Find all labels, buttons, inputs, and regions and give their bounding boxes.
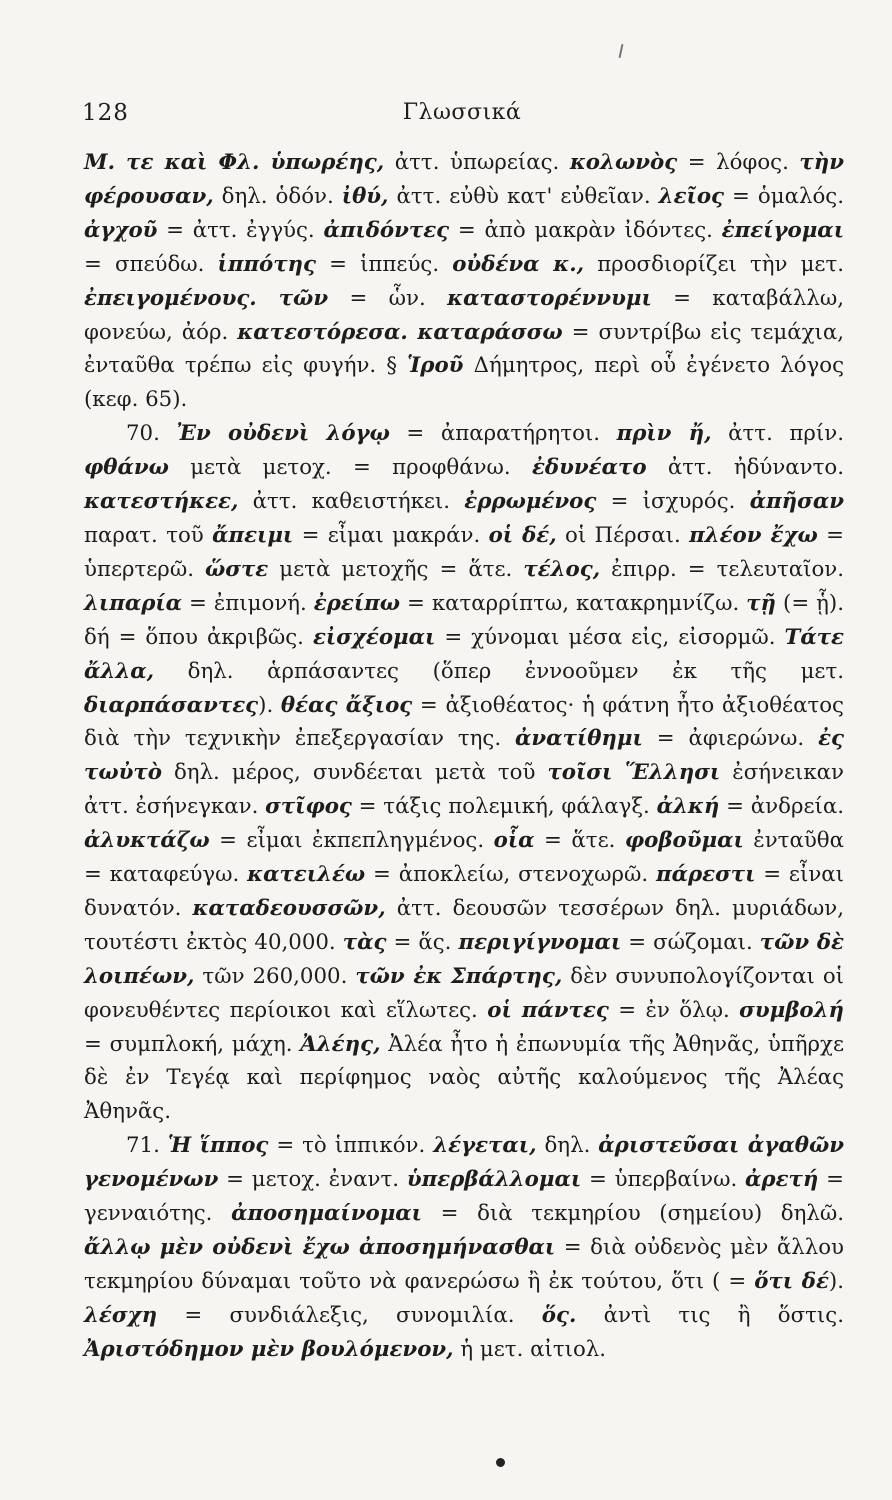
definition-text: παρατ. τοῦ (84, 522, 213, 548)
headword: ἀρετή (745, 1167, 819, 1193)
headword: τῇ (746, 590, 777, 616)
definition-text: = ἀνδρεία. (719, 794, 844, 820)
running-title: Γλωσσικά (402, 100, 522, 125)
headword: φοβοῦμαι (624, 828, 744, 854)
definition-text: = ἱππεύς. (316, 251, 453, 277)
headword: πάρεστι (655, 862, 756, 888)
glossary-text (84, 146, 844, 1367)
headword: ἐπειγομένους. τῶν (84, 285, 329, 311)
headword: ἐς τωὐτὸ (84, 726, 844, 786)
headword: πλέον ἔχω (689, 522, 818, 548)
headword: Ἡ ἵππος (167, 1133, 269, 1159)
headword: λιπαρία (84, 590, 183, 616)
headword: ἀνατίθημι (515, 726, 643, 752)
page-header (82, 100, 842, 136)
headword: Ἀριστόδημον μὲν βουλόμενον, (84, 1336, 454, 1362)
definition-text: = εἶμαι ἐκπεπληγμένος. (209, 828, 494, 854)
definition-text: = ἀξιοθέατος· ἡ φάτνη ἦτο ἀξιοθέατος διὰ τὴν τεχνικὴν ἐπεξεργασίαν της. (84, 692, 844, 752)
headword: Μ. τε καὶ Φλ. ὑπωρέης, (84, 150, 385, 175)
paragraph-71 (84, 1129, 844, 1366)
definition-text: = χύνομαι μέσα εἰς, εἰσορμῶ. (435, 624, 785, 650)
definition-text: = ὧν. (328, 285, 448, 311)
headword: κολωνὸς (569, 150, 678, 175)
headword: ἀλυκτάζω (84, 828, 210, 854)
definition-text: δηλ. (536, 1133, 599, 1159)
definition-text: = ἀττ. ἐγγύς. (157, 217, 324, 243)
definition-text: δηλ. ἁρπάσαντες (ὅπερ ἐννοοῦμεν ἐκ τῆς μετ. (154, 658, 844, 684)
definition-text: = ὁμαλός. (724, 183, 844, 209)
page-dot (496, 1458, 505, 1467)
definition-text: = σπεύδω. (84, 251, 218, 277)
headword: τὰς (342, 929, 387, 955)
definition-text: = τάξις πολεμική, φάλαγξ. (351, 794, 657, 820)
definition-text: = γενναιότης. (84, 1167, 844, 1227)
definition-text: = ἅς. (386, 929, 459, 955)
definition-text: = συμπλοκή, μάχη. (84, 1031, 301, 1057)
definition-text: = ἀπαρατήρητοι. (389, 421, 617, 447)
headword: ἄπειμι (212, 522, 294, 548)
definition-text: = ἰσχυρός. (596, 489, 750, 515)
definition-text: = ἀποκλείω, στενοχωρῶ. (365, 862, 656, 888)
headword: ἐρείπω (313, 590, 401, 616)
definition-text: ἀττ. ἠδύναντο. (646, 455, 845, 481)
definition-text: Ἀλέα ἦτο ἡ ἐπωνυμία τῆς Ἀθηνᾶς, ὑπῆρχε δὲ ἐν Τεγέᾳ καὶ περίφημος ναὸς αὐτῆς καλούμενος τῆς Ἀλέας Ἀθηνᾶς. (84, 1031, 844, 1125)
headword: πρὶν ἤ, (616, 421, 712, 447)
definition-text: ἀττ. εὐθὺ κατ' εὐθεῖαν. (388, 183, 659, 209)
definition-text: = ἀπὸ μακρὰν ἰδόντες. (449, 217, 722, 243)
definition-text: ἡ μετ. αἰτιολ. (453, 1336, 607, 1362)
headword: ἀριστεῦσαι ἀγαθῶν γενομένων (84, 1133, 844, 1193)
definition-text: (= ᾗ). δή = ὅπου ἀκριβῶς. (84, 590, 844, 650)
definition-text: 71. (126, 1133, 168, 1159)
definition-text: οἱ Πέρσαι. (556, 522, 690, 548)
definition-text: = μετοχ. ἐναντ. (218, 1167, 407, 1193)
ink-mark (619, 44, 624, 58)
definition-text: μετὰ μετοχ. = προφθάνω. (168, 455, 532, 481)
headword: ἱππότης (217, 251, 317, 277)
definition-text: μετὰ μετοχῆς = ἅτε. (268, 556, 524, 582)
headword: ἐρρωμένος (464, 489, 597, 515)
definition-text: ἀττ. καθειστήκει. (238, 489, 465, 515)
definition-text: = συνδιάλεξις, συνομιλία. (157, 1302, 542, 1328)
headword: θέας ἄξιος (280, 692, 413, 718)
headword: κατειλέω (247, 862, 366, 888)
definition-text: τῶν 260,000. (194, 963, 356, 989)
headword: ἐπείγομαι (721, 217, 845, 243)
headword: καταστορέννυμι (447, 285, 652, 311)
headword: τὴν φέρουσαν, (84, 150, 844, 209)
headword: τέλος, (523, 556, 601, 582)
headword: Ἱροῦ (407, 353, 464, 379)
definition-text: = ἀφιερώνω. (642, 726, 819, 752)
headword: περιγίγνομαι (458, 929, 622, 955)
headword: διαρπάσαντες (84, 692, 259, 718)
headword: λέσχη (84, 1302, 158, 1328)
definition-text: = ὑπερτερῶ. (84, 522, 844, 582)
headword: οὐδένα κ., (452, 251, 585, 277)
headword: ἀπῆσαν (749, 489, 845, 515)
headword: ἀποσημαίνομαι (231, 1201, 422, 1227)
definition-text: = συντρίβω εἰς τεμάχια, ἐνταῦθα τρέπω εἰς φυγήν. § (84, 319, 844, 379)
headword: ἀπιδόντες (323, 217, 450, 243)
definition-text: ἐσήνεικαν ἀττ. ἐσήνεγκαν. (84, 760, 844, 820)
headword: ἐδυνέατο (531, 455, 647, 481)
definition-text: = ὑπερβαίνω. (581, 1167, 746, 1193)
definition-text: = λόφος. (677, 150, 800, 175)
definition-text: δηλ. ὁδόν. (213, 183, 342, 209)
definition-text: = ἅτε. (534, 828, 625, 854)
headword: τοῖσι Ἕλλησι (547, 760, 721, 786)
definition-text: ). (258, 692, 281, 718)
headword: οἷα (493, 828, 535, 854)
definition-text: = ἐν ὅλῳ. (608, 997, 740, 1023)
paragraph-70 (84, 417, 844, 1129)
headword: κατεστόρεσα. καταράσσω (237, 319, 563, 345)
headword: Ἐν οὐδενὶ λόγῳ (176, 421, 390, 447)
definition-text: ἀττ. δεουσῶν τεσσέρων δηλ. μυριάδων, τουτέστι ἐκτὸς 40,000. (84, 895, 844, 955)
definition-text: προσδιορίζει τὴν μετ. (584, 251, 844, 277)
page-number: 128 (82, 100, 129, 126)
headword: κατεστήκεε, (84, 489, 239, 515)
headword: στῖφος (265, 794, 352, 820)
headword: Ἀλέης, (300, 1031, 381, 1057)
definition-text: ἀντὶ τις ἢ ὅστις. (576, 1302, 844, 1328)
definition-text: ἐνταῦθα = καταφεύγω. (84, 828, 844, 888)
definition-text: = διὰ τεκμηρίου (σημείου) δηλῶ. (422, 1201, 845, 1227)
definition-text: ἀττ. ὑπωρείας. (384, 150, 570, 175)
definition-text: 70. (126, 421, 177, 447)
definition-text: δηλ. μέρος, συνδέεται μετὰ τοῦ (161, 760, 548, 786)
headword: ὥστε (205, 556, 269, 582)
definition-text: = διὰ οὐδενὸς μὲν ἄλλου τεκμηρίου δύναμαι τοῦτο νὰ φανερώσω ἢ ἐκ τούτου, ὅτι ( = (84, 1235, 844, 1294)
definition-text: = καταρρίπτω, κατακρημνίζω. (400, 590, 747, 616)
definition-text: = εἶμαι μακράν. (293, 522, 489, 548)
headword: εἰσχέομαι (312, 624, 436, 650)
headword: ὑπερβάλλομαι (406, 1167, 582, 1193)
definition-text: δὲν συνυπολογίζονται οἱ φονευθέντες περίοικοι καὶ εἵλωτες. (84, 963, 844, 1023)
definition-text: = εἶναι δυνατόν. (84, 862, 844, 921)
definition-text: = καταβάλλω, φονεύω, ἀόρ. (84, 285, 844, 345)
headword: τῶν δὲ λοιπέων, (84, 929, 845, 989)
headword: φθάνω (84, 455, 169, 481)
definition-text: = ἐπιμονή. (182, 590, 314, 616)
headword: λεῖος (658, 183, 725, 209)
headword: συμβολή (739, 997, 844, 1023)
headword: τῶν ἐκ Σπάρτης, (355, 963, 563, 989)
definition-text: ἐπιρρ. = τελευταῖον. (600, 556, 844, 582)
headword: λέγεται, (433, 1133, 537, 1159)
headword: ὅς. (541, 1302, 577, 1328)
headword: Τάτε ἄλλα, (84, 624, 844, 684)
definition-text: = σώζομαι. (621, 929, 760, 955)
headword: ἄλλῳ μὲν οὐδενὶ ἔχω ἀποσημήνασθαι (84, 1235, 556, 1260)
headword: ἀγχοῦ (84, 217, 158, 243)
headword: ἰθύ, (341, 183, 389, 209)
definition-text: ). (828, 1268, 844, 1294)
definition-text: Δήμητρος, περὶ οὗ ἐγένετο λόγος (κεφ. 65). (84, 353, 844, 413)
headword: καταδεουσσῶν, (192, 895, 386, 921)
headword: ἀλκή (656, 794, 720, 820)
headword: οἱ δέ, (488, 522, 557, 548)
paragraph-69 (84, 146, 844, 417)
headword: οἱ πάντες (487, 997, 609, 1023)
headword: ὅτι δέ (754, 1268, 829, 1294)
definition-text: = τὸ ἱππικόν. (268, 1133, 434, 1159)
definition-text: ἀττ. πρίν. (711, 421, 844, 447)
